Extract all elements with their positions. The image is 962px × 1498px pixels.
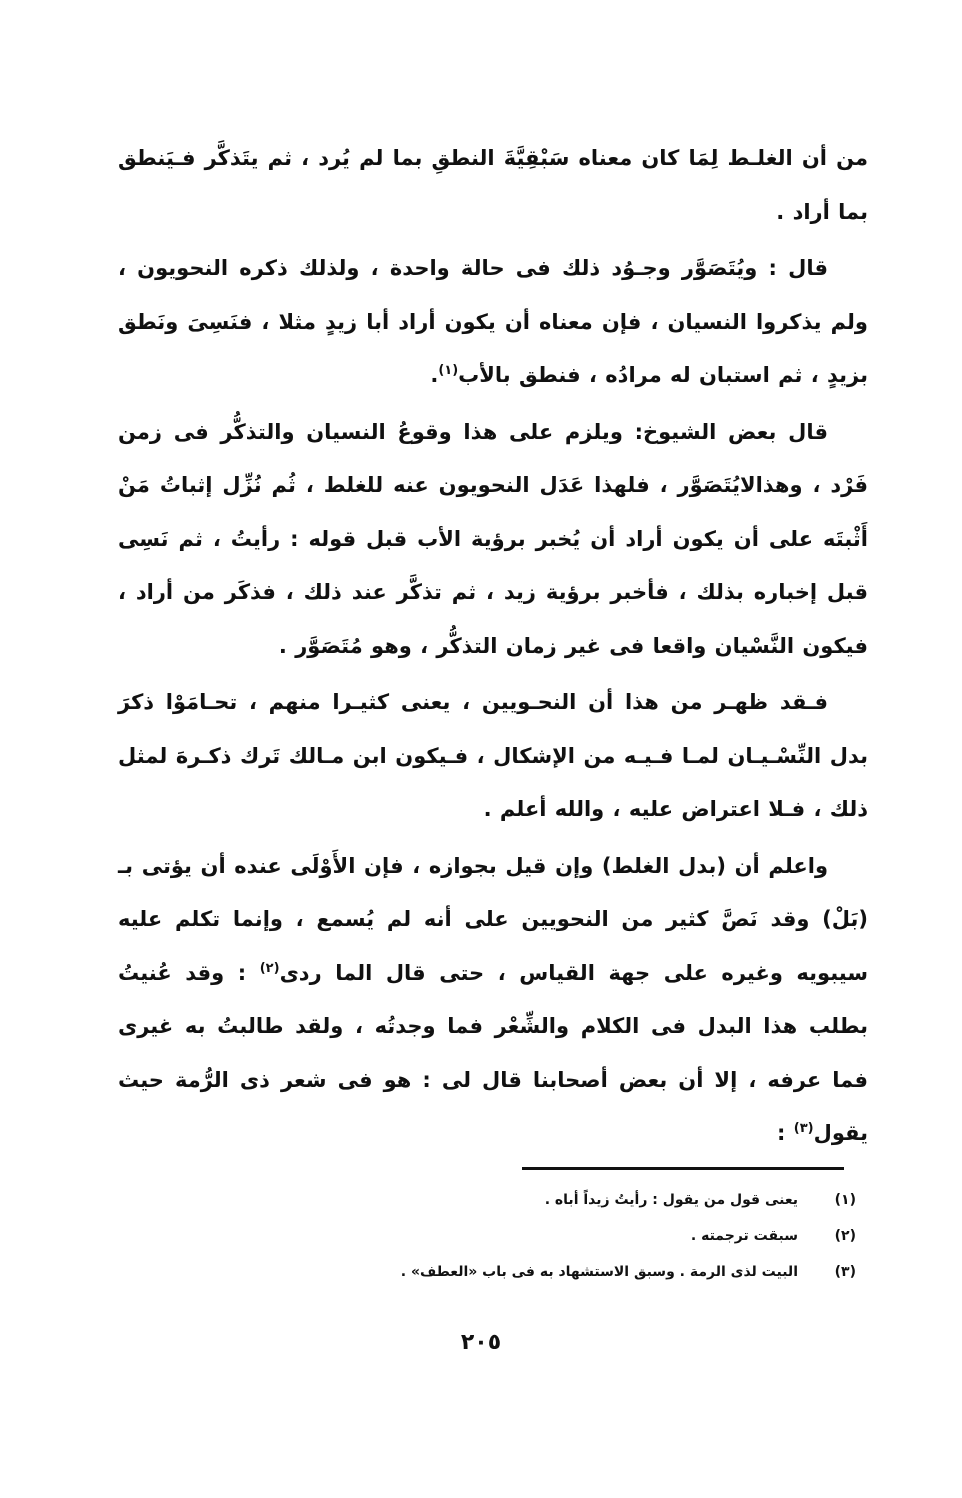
footnote-1	[300, 1182, 856, 1218]
footnote-text: يعنى قول من يقول : رأيتُ زيداً أباه .	[544, 1192, 798, 1208]
main-text	[118, 132, 868, 1161]
punctuation: :	[224, 960, 260, 985]
paragraph-5	[118, 840, 868, 1161]
paragraph-4	[118, 676, 868, 837]
paragraph-text: قال بعض الشيوخ: ويلزم على هذا وقوعُ النسيان والتذكُّر فى زمن فَرْد ، وهذالايُتَصَوَّر ، فلهذا عَدَل النحويون عنه للغلط ، ثُم نُزِّل إثباتُ مَنْ أَثْبتَه على أن يكون أراد أن يُخبر برؤية الأب قبل قوله : رأيتُ ، ثم نَسِى قبل إخباره بذلك ، فأخبر برؤية زيد ، ثم تذكَّر عند ذلك ، فذكَر من أراد ، فيكون النَّسْيان واقعا فى غير زمان التذكُّر ، وهو مُتَصَوَّر .	[118, 419, 868, 658]
paragraph-text: وقد عُنيتُ بطلب هذا البدل فى الكلام والشِّعْر فما وجدتُه ، ولقد طالبتُ به غيرى فما عرفه ، إلا أن بعض أصحابنا قال لى : هو فى شعر ذى الرُّمة حيث يقول	[118, 960, 868, 1145]
footnote-ref-2: (٢)	[259, 960, 280, 976]
footnote-number: (٢)	[834, 1228, 856, 1244]
paragraph-3	[118, 406, 868, 674]
punctuation: .	[430, 363, 439, 387]
footnote-divider	[522, 1167, 844, 1170]
footnote-number: (٣)	[834, 1264, 856, 1280]
paragraph-text: فـقد ظهـر من هذا أن النحـويين ، يعنى كثيـرا منهم ، تحـامَوْا ذكرَ بدل النِّسْـيـان لمـا فـيـه من الإشكال ، فـيكون ابن مـالك تَرك ذكـرهَ لمثل ذلك ، فـلا اعتراض عليه ، والله أعلم .	[118, 690, 868, 821]
paragraph-text: واعلم أن (بدل الغلط) وإن قيل بجوازه ، فإن الأَوْلَى عنده أن يؤتى بـ (بَلْ) وقد نَصَّ كثير من النحويين على أنه لم يُسمع ، وإنما تكلم عليه سيبويه وغيره على جهة القياس ، حتى قال الما ردى	[118, 853, 868, 985]
paragraph-text: قال : ويُتَصَوَّر وجـوُد ذلك فى حالة واحدة ، ولذلك ذكره النحويون ، ولم يذكروا النسيان ، فإن معناه أن يكون أراد أبا زيدٍ مثلا ، فنَسِىَ ونَطق بزيدٍ ، ثم استبان له مرادُه ، فنطق بالأب	[118, 256, 868, 387]
paragraph-1	[118, 132, 868, 239]
footnote-ref-3: (٣)	[793, 1121, 814, 1136]
punctuation: :	[777, 1121, 794, 1145]
footnote-3	[300, 1254, 856, 1290]
footnote-2	[300, 1218, 856, 1254]
footnote-ref-1: (١)	[438, 363, 459, 378]
paragraph-2	[118, 242, 868, 403]
page-number: ٢٠٥	[460, 1330, 502, 1355]
footnote-text: البيت لذى الرمة . وسبق الاستشهاد به فى باب «العطف» .	[400, 1264, 798, 1280]
footnote-number: (١)	[834, 1192, 856, 1208]
footnotes	[300, 1182, 856, 1290]
paragraph-text: من أن الغلـط لِمَا كان معناه سَبْقِيَّةَ النطقِ بما لم يُرد ، ثم يتَذكَّر فـيَنطق بما أراد .	[118, 146, 868, 224]
footnote-text: سبقت ترجمته .	[690, 1228, 798, 1244]
